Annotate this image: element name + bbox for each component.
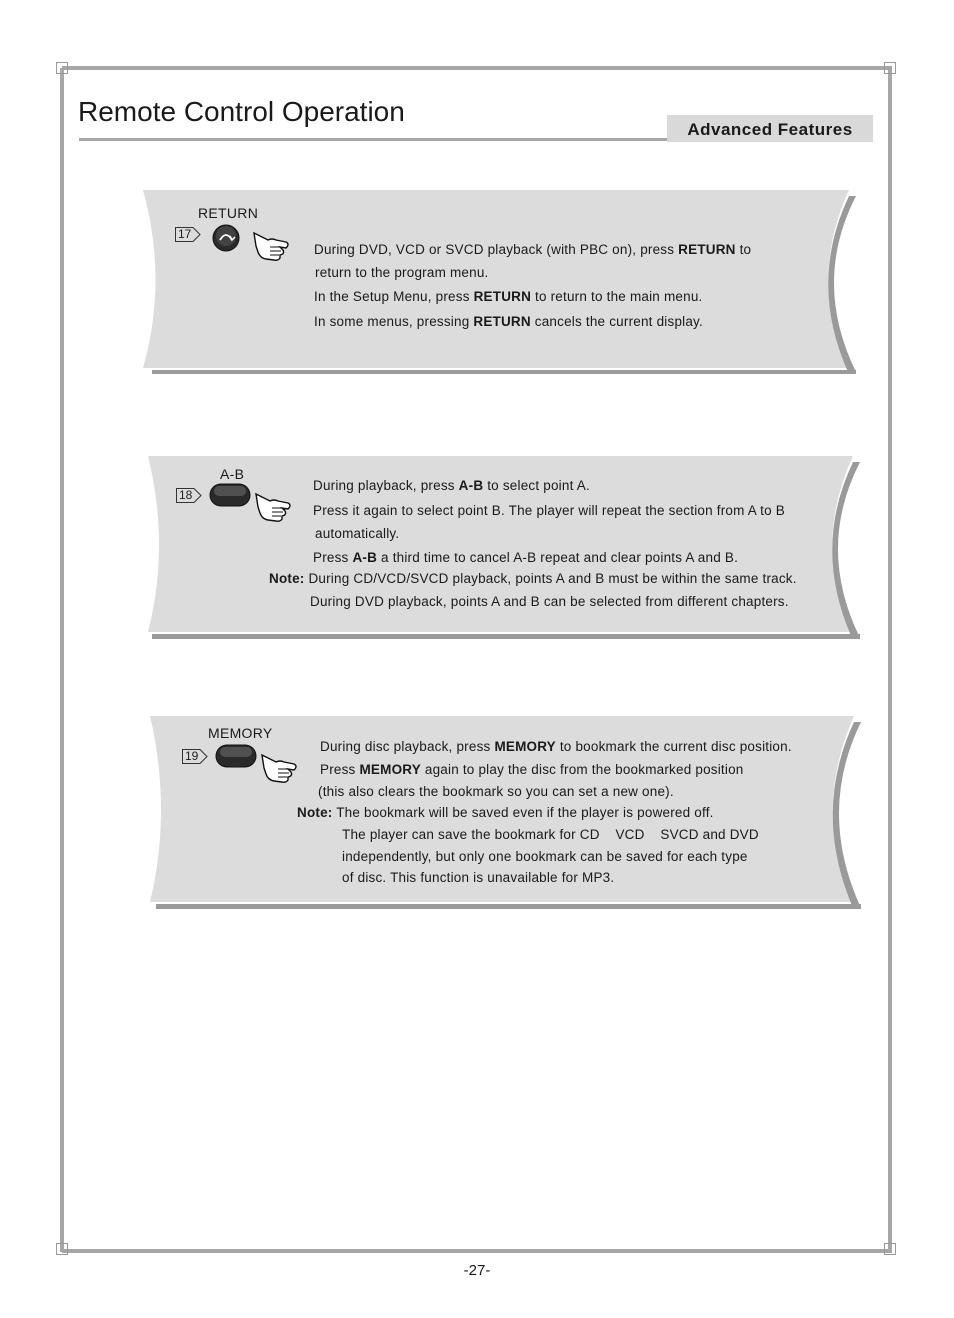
text-segment: During CD/VCD/SVCD playback, points A and B must be within the same track. bbox=[304, 571, 797, 586]
text-segment: Press bbox=[320, 762, 360, 777]
section-badge: Advanced Features bbox=[667, 115, 873, 142]
page-number: -27- bbox=[463, 1262, 491, 1279]
number-tag-text: 17 bbox=[178, 227, 192, 241]
panel-return-line-1 bbox=[314, 242, 751, 257]
number-tag-17 bbox=[175, 227, 201, 247]
number-tag-18 bbox=[176, 488, 202, 508]
text-segment: to bookmark the current disc position. bbox=[555, 739, 792, 754]
text-segment: a third time to cancel A-B repeat and clear points A and B. bbox=[377, 550, 739, 565]
text-segment: The bookmark will be saved even if the player is powered off. bbox=[332, 805, 714, 820]
text-segment: During DVD, VCD or SVCD playback (with PBC on), press bbox=[314, 242, 679, 257]
button-label-ab: A-B bbox=[220, 466, 245, 482]
memory-button-icon bbox=[215, 744, 257, 768]
bold-keyword: MEMORY bbox=[494, 739, 556, 754]
text-segment: to select point A. bbox=[483, 478, 590, 493]
panel-ab-line-4 bbox=[313, 550, 738, 565]
panel-memory-note-2 bbox=[342, 827, 759, 842]
ab-button-icon bbox=[209, 483, 251, 507]
panel-memory-note-4 bbox=[342, 870, 614, 885]
panel-memory-line-1 bbox=[320, 739, 792, 754]
page-title: Remote Control Operation bbox=[78, 96, 405, 127]
button-label-return: RETURN bbox=[198, 205, 259, 221]
text-segment: to return to the main menu. bbox=[531, 289, 703, 304]
panel-return-line-2 bbox=[315, 265, 488, 280]
text-segment: return to the program menu. bbox=[315, 265, 489, 280]
panel-return-line-4 bbox=[314, 314, 703, 329]
panel-memory-note-1 bbox=[297, 805, 714, 820]
text-segment: In some menus, pressing bbox=[314, 314, 474, 329]
text-segment: During disc playback, press bbox=[320, 739, 495, 754]
panel-ab-note-2 bbox=[310, 594, 789, 609]
bold-keyword: RETURN bbox=[473, 314, 531, 329]
text-segment: Press bbox=[313, 550, 353, 565]
bold-keyword: RETURN bbox=[473, 289, 532, 304]
text-segment: of disc. This function is unavailable for MP3. bbox=[342, 870, 615, 885]
panel-ab-line-3 bbox=[315, 526, 399, 541]
text-segment: automatically. bbox=[315, 526, 400, 541]
return-button-icon bbox=[212, 224, 240, 252]
panel-memory-line-3 bbox=[318, 784, 674, 799]
panel-return-line-3 bbox=[314, 289, 702, 304]
text-segment: During DVD playback, points A and B can be selected from different chapters. bbox=[310, 594, 789, 609]
panel-ab-line-1 bbox=[313, 478, 590, 493]
text-segment: independently, but only one bookmark can be saved for each type bbox=[342, 849, 748, 864]
text-segment: (this also clears the bookmark so you can set a new one). bbox=[318, 784, 674, 799]
panel-memory-note-3 bbox=[342, 849, 748, 864]
text-segment: During playback, press bbox=[313, 478, 459, 493]
pointing-hand-icon bbox=[252, 230, 292, 264]
bold-keyword: MEMORY bbox=[359, 762, 421, 777]
number-tag-19 bbox=[182, 749, 208, 769]
text-segment: The player can save the bookmark for CD VCD SVCD and DVD bbox=[342, 827, 759, 842]
pointing-hand-icon bbox=[254, 491, 294, 525]
panel-ab-line-2 bbox=[313, 503, 785, 518]
bold-keyword: A-B bbox=[352, 550, 378, 565]
text-segment: again to play the disc from the bookmarked position bbox=[420, 762, 744, 777]
text-segment: In the Setup Menu, press bbox=[314, 289, 474, 304]
panel-memory-line-2 bbox=[320, 762, 744, 777]
bold-keyword: Note: bbox=[269, 571, 305, 586]
number-tag-text: 19 bbox=[185, 749, 199, 763]
text-segment: to bbox=[735, 242, 752, 257]
text-segment: Press it again to select point B. The player will repeat the section from A to B bbox=[313, 503, 785, 518]
panel-ab-note-1 bbox=[269, 571, 797, 586]
number-tag-text: 18 bbox=[179, 488, 193, 502]
button-label-memory: MEMORY bbox=[208, 725, 273, 741]
text-segment: cancels the current display. bbox=[530, 314, 703, 329]
pointing-hand-icon bbox=[260, 752, 300, 786]
bold-keyword: RETURN bbox=[678, 242, 736, 257]
bold-keyword: Note: bbox=[297, 805, 333, 820]
bold-keyword: A-B bbox=[458, 478, 484, 493]
